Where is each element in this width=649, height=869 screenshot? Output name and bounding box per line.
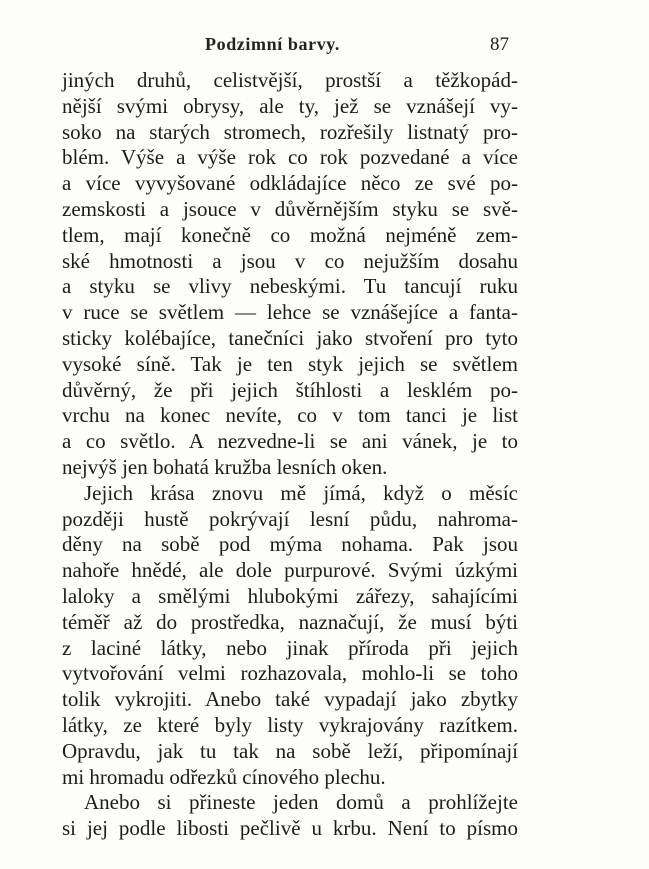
text-line: látky, ze které byly listy vykrajovány razítkem. (62, 712, 518, 737)
text-line: vysoké síně. Tak je ten styk jejich se světlem (62, 351, 518, 376)
text-line: děny na sobě pod mýma nohama. Pak jsou (62, 532, 518, 557)
text-line: později hustě pokrývají lesní půdu, nahroma- (62, 506, 518, 531)
text-line: z laciné látky, nebo jinak příroda při jejich (62, 635, 518, 660)
paragraph-start-line: Jejich krása znovu mě jímá, když o měsíc (84, 480, 518, 505)
text-line: laloky a smělými hlubokými zářezy, sahajícími (62, 583, 518, 608)
text-line: téměř až do prostředka, naznačují, že musí býti (62, 609, 518, 634)
text-line: soko na starých stromech, rozřešily listnatý pro- (62, 119, 518, 144)
page-number: 87 (490, 34, 509, 55)
chapter-title: Podzimní barvy. (205, 34, 341, 54)
paragraph-start-line: Anebo si přineste jeden domů a prohlížejte (84, 790, 518, 815)
text-line: nější svými obrysy, ale ty, jež se vznášejí vy- (62, 93, 518, 118)
text-line: tlem, mají konečně co možná nejméně zem- (62, 222, 518, 247)
text-line: ské hmotnosti a jsou v co nejužším dosahu (62, 248, 518, 273)
text-line: nahoře hnědé, ale dole purpurové. Svými úzkými (62, 558, 518, 583)
text-line: a více vyvyšované odkládajíce něco ze své po- (62, 171, 518, 196)
body-text (62, 68, 518, 842)
text-line: blém. Výše a výše rok co rok pozvedané a více (62, 145, 518, 170)
paragraph-end-line: mi hromadu odřezků cínového plechu. (62, 764, 386, 789)
running-header (0, 34, 649, 62)
text-line: a co světlo. A nezvedne-li se ani vánek, je to (62, 429, 518, 454)
text-line: vytvořování velmi rozhazovala, mohlo-li se toho (62, 661, 518, 686)
text-line: sticky kolébajíce, tanečníci jako stvoření pro tyto (62, 325, 518, 350)
text-line: si jej podle libosti pečlivě u krbu. Není to písmo (62, 816, 518, 841)
text-line: jiných druhů, celistvější, prostší a těžkopád- (62, 68, 518, 92)
text-line: Opravdu, jak tu tak na sobě leží, připomínají (62, 738, 518, 763)
text-line: důvěrný, že při jejich štíhlosti a lesklém po- (62, 377, 518, 402)
text-line: zemskosti a jsouce v důvěrnějším styku se svě- (62, 196, 518, 221)
text-line: tolik vykrojiti. Anebo také vypadají jako zbytky (62, 687, 518, 712)
text-line: a styku se vlivy nebeskými. Tu tancují ruku (62, 274, 518, 299)
text-line: vrchu na konec nevíte, co v tom tanci je list (62, 403, 518, 428)
text-line: v ruce se světlem — lehce se vznášejíce a fanta- (62, 300, 518, 325)
paragraph-end-line: nejvýš jen bohatá kružba lesních oken. (62, 454, 388, 479)
